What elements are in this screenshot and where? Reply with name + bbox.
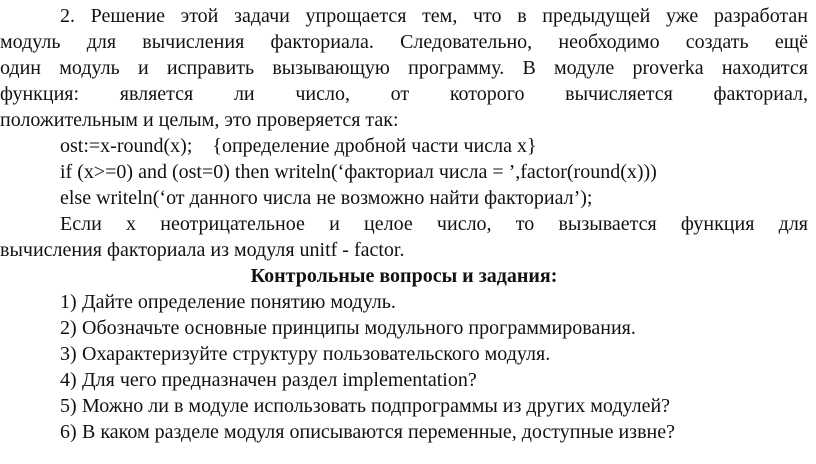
question-item — [0, 316, 808, 340]
code-line-3: else writeln(‘от данного числа не возможно найти факториал’); — [60, 187, 593, 209]
paragraph-1-line-1: 2. Решение этой задачи упрощается тем, что в предыдущей уже разработан — [60, 5, 808, 27]
question-number: 6) — [60, 421, 77, 443]
section-heading: Контрольные вопросы и задания: — [250, 265, 558, 287]
code-line-2: if (x>=0) and (ost=0) then writeln(‘факториал числа = ’,factor(round(x))) — [60, 161, 657, 183]
question-item — [0, 368, 808, 392]
question-text: Охарактеризуйте структуру пользовательского модуля. — [82, 343, 551, 365]
paragraph-1-line-3: один модуль и исправить вызывающую программу. В модуле proverka находится — [0, 57, 808, 79]
question-number: 5) — [60, 395, 77, 417]
question-item — [0, 420, 808, 444]
paragraph-1-line-5: положительным и целым, это проверяется так: — [0, 109, 399, 131]
paragraph-2-line-2: вычисления факториала из модуля unitf - factor. — [0, 239, 405, 261]
paragraph-2-line-1: Если x неотрицательное и целое число, то вызывается функция для — [60, 213, 808, 235]
code-line-1: ost:=x-round(x); {определение дробной части числа x} — [60, 135, 537, 157]
question-item — [0, 394, 808, 418]
question-number: 4) — [60, 369, 77, 391]
question-item — [0, 342, 808, 366]
question-number: 2) — [60, 317, 77, 339]
question-number: 3) — [60, 343, 77, 365]
paragraph-1-line-4: функция: является ли число, от которого вычисляется факториал, — [0, 83, 808, 105]
question-item — [0, 290, 808, 314]
question-text: Обозначьте основные принципы модульного программирования. — [82, 317, 636, 339]
question-text: В каком разделе модуля описываются переменные, доступные извне? — [82, 421, 675, 443]
question-text: Для чего предназначен раздел implementation? — [82, 369, 477, 391]
question-number: 1) — [60, 291, 77, 313]
question-text: Дайте определение понятию модуль. — [82, 291, 396, 313]
question-text: Можно ли в модуле использовать подпрограммы из других модулей? — [82, 395, 671, 417]
paragraph-1-line-2: модуль для вычисления факториала. Следовательно, необходимо создать ещё — [0, 31, 808, 53]
